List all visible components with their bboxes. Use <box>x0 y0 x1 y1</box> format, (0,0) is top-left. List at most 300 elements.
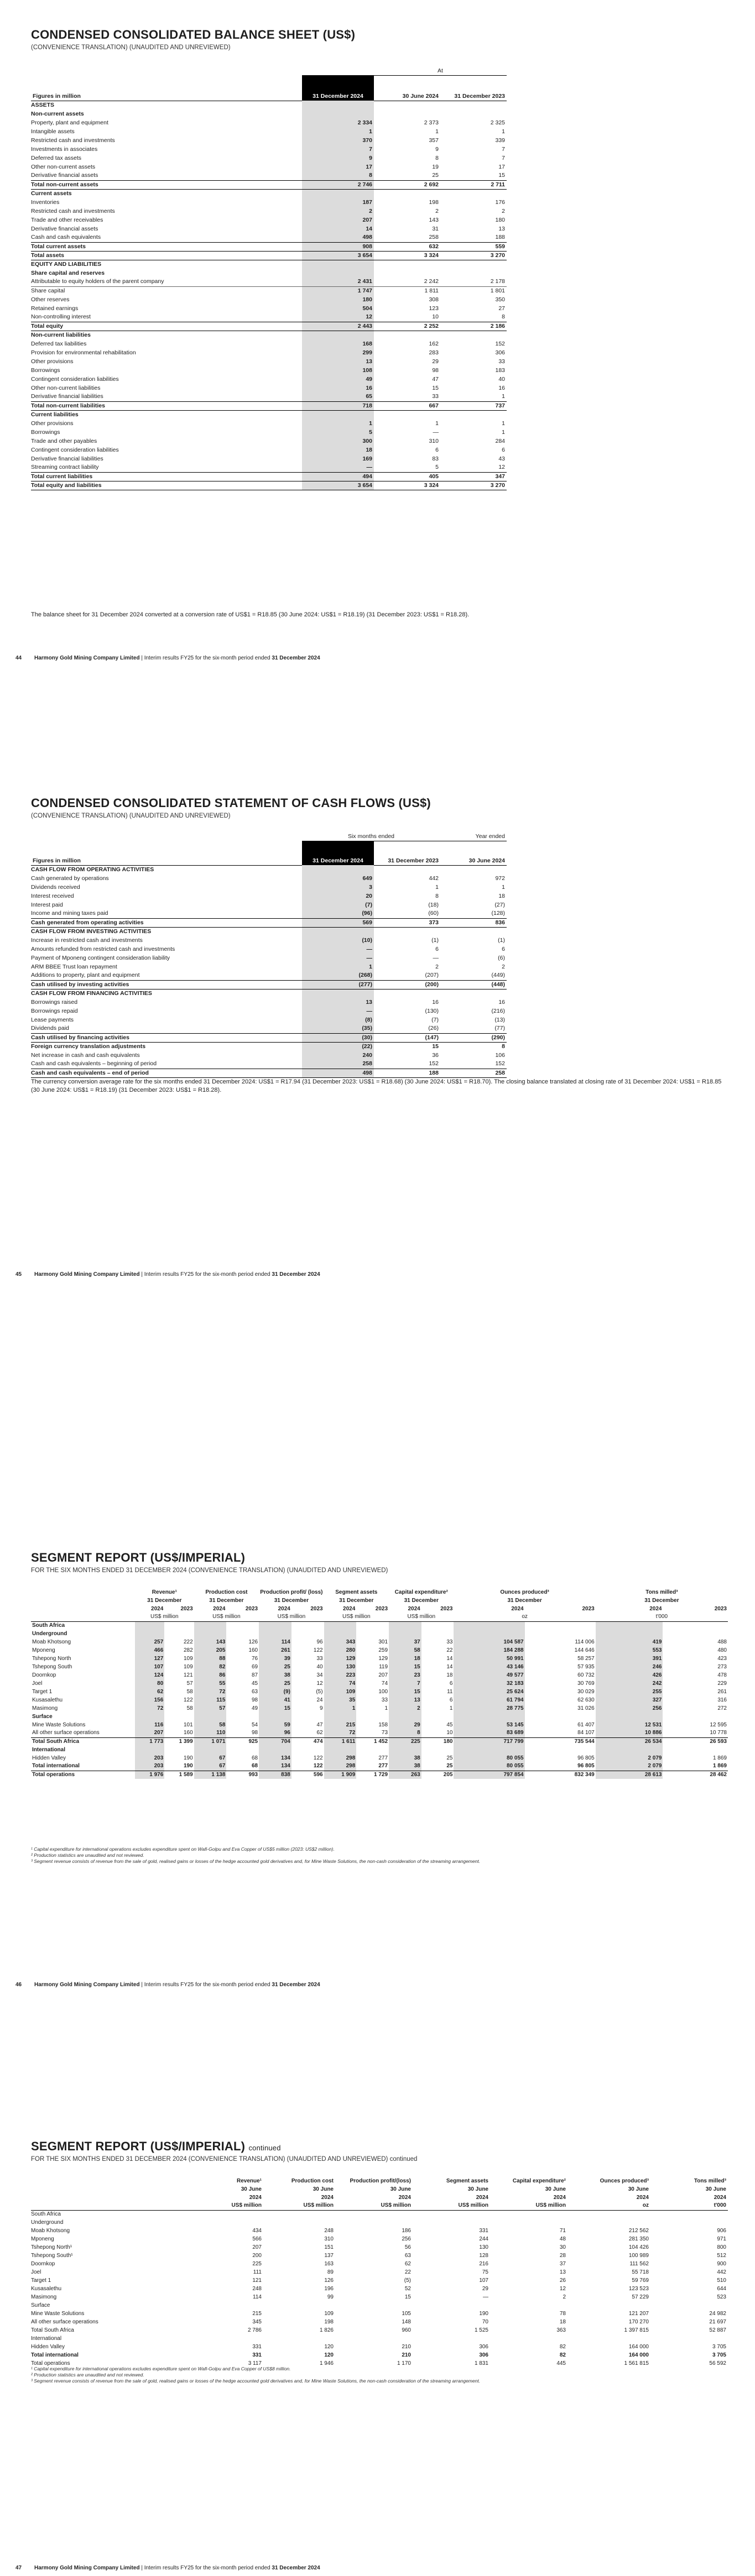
cell-value: 58 <box>186 1705 193 1711</box>
column-header-s: 30 June <box>545 2186 566 2192</box>
cell-value: 29 <box>432 358 439 365</box>
row-label: Payment of Mponeng contingent consideration liability <box>31 954 170 961</box>
column-header-y: 2024 <box>398 2195 411 2201</box>
cell-value: 47 <box>432 375 439 383</box>
cell-value <box>263 2210 335 2218</box>
page-subtitle: (CONVENIENCE TRANSLATION) (UNAUDITED AND UNREVIEWED) <box>31 44 231 51</box>
cell-value <box>374 410 440 419</box>
cell-value: 114 006 <box>575 1638 595 1645</box>
cell-value: 248 <box>324 2227 334 2234</box>
column-header-s: 30 June <box>313 2186 334 2192</box>
cell-value: 55 718 <box>632 2269 649 2275</box>
cell-value: 971 <box>717 2235 726 2242</box>
cell-value: 261 <box>259 1646 291 1654</box>
cell-value: 25 624 <box>454 1688 524 1696</box>
table-row <box>31 1024 507 1033</box>
page-footer <box>15 655 320 661</box>
cell-value: 12 595 <box>710 1721 727 1728</box>
cell-value: — <box>302 945 374 954</box>
cell-value: (7) <box>302 900 374 909</box>
cell-value: — <box>433 428 439 436</box>
cell-value: 832 349 <box>525 1771 596 1779</box>
cell-value <box>650 2210 728 2218</box>
cell-value: 43 146 <box>454 1663 524 1671</box>
cell-value: 19 <box>432 163 439 170</box>
table-row <box>31 339 507 348</box>
cell-value <box>413 2301 490 2310</box>
cell-value: 216 <box>479 2260 488 2267</box>
page-number: 47 <box>15 2565 22 2571</box>
cell-value: 2 325 <box>490 119 506 126</box>
column-header-y: 2024 <box>636 2195 649 2201</box>
cell-value <box>490 2334 567 2343</box>
cell-value: 198 <box>324 2318 334 2325</box>
cell-value: 25 <box>259 1663 291 1671</box>
row-label: Total international <box>32 1763 80 1769</box>
cell-value <box>302 927 374 936</box>
cell-value: 908 <box>302 242 374 251</box>
row-label: Provision for environmental rehabilitation <box>31 349 136 356</box>
cell-value: 151 <box>324 2244 334 2250</box>
unit-label: t'000 <box>596 1613 728 1621</box>
cell-value: 1 <box>502 428 506 436</box>
table-row <box>31 1696 728 1704</box>
page-number: 45 <box>15 1271 22 1277</box>
cell-value <box>440 865 507 874</box>
table-row <box>31 2243 728 2252</box>
cell-value: 96 <box>259 1729 291 1737</box>
total-row <box>31 1737 728 1746</box>
cell-value: 1 561 815 <box>624 2360 649 2366</box>
cell-value: 442 <box>717 2269 726 2275</box>
cell-value: 498 <box>302 233 374 242</box>
cell-value: 2 443 <box>302 322 374 331</box>
cell-value: 68 <box>252 1755 258 1761</box>
column-header-y: 2024 <box>321 2195 334 2201</box>
cell-value: 122 <box>313 1763 323 1769</box>
table-row <box>31 233 507 242</box>
row-label: Intangible assets <box>31 128 75 135</box>
cell-value: 116 <box>135 1721 164 1729</box>
cell-value: 62 630 <box>577 1697 595 1703</box>
cell-value: 187 <box>302 198 374 207</box>
cell-value <box>291 1630 324 1638</box>
unit-label: oz <box>454 1613 595 1621</box>
cell-value: 3 705 <box>712 2352 726 2358</box>
row-label: All other surface operations <box>32 1730 100 1736</box>
cell-value: 838 <box>259 1771 291 1779</box>
cell-value: 466 <box>135 1646 164 1654</box>
cell-value: 1 170 <box>397 2360 411 2366</box>
cell-value: 180 <box>302 295 374 304</box>
cell-value <box>596 1746 663 1754</box>
cell-value: 62 <box>135 1688 164 1696</box>
group-header-row <box>31 1581 728 1596</box>
table-row <box>31 1646 728 1654</box>
cell-value: 434 <box>252 2227 262 2234</box>
cell-value: 3 <box>302 883 374 892</box>
cash-flow-table <box>31 832 507 1078</box>
row-label: Surface <box>31 2302 50 2308</box>
cell-value: 1 869 <box>712 1755 727 1761</box>
cell-value: 124 <box>135 1671 164 1679</box>
cell-value <box>302 109 374 118</box>
cell-value: 134 <box>259 1762 291 1771</box>
cell-value: 104 426 <box>628 2244 649 2250</box>
cell-value <box>335 2218 413 2227</box>
cell-value <box>650 2334 728 2343</box>
cell-value <box>413 2334 490 2343</box>
cell-value: 119 <box>379 1663 388 1670</box>
cell-value: 3 654 <box>302 481 374 490</box>
table-row <box>31 2260 728 2268</box>
cell-value: 96 805 <box>577 1755 595 1761</box>
cell-value: 196 <box>324 2285 334 2292</box>
cell-value: 512 <box>717 2252 726 2259</box>
cell-value <box>650 2301 728 2310</box>
cell-value: 107 <box>135 1663 164 1671</box>
cell-value: 160 <box>248 1647 258 1653</box>
row-label: Interest received <box>31 892 74 899</box>
row-label: Kusasalethu <box>32 1697 63 1703</box>
row-label: Masimong <box>31 2294 57 2300</box>
cell-value: 299 <box>302 348 374 357</box>
cell-value: 58 <box>194 1721 227 1729</box>
cell-value: 180 <box>495 216 506 223</box>
row-label: Share capital <box>31 286 302 295</box>
cell-value: 164 000 <box>628 2352 649 2358</box>
row-label: Mponeng <box>32 1647 55 1653</box>
cell-value: (128) <box>491 910 505 917</box>
cell-value: 61 794 <box>454 1696 524 1704</box>
cell-value: 24 <box>316 1697 323 1703</box>
row-label: Trade and other receivables <box>31 216 103 223</box>
cell-value: 212 562 <box>628 2227 649 2234</box>
cell-value <box>421 1630 454 1638</box>
table-row <box>31 384 507 392</box>
header-spacer <box>31 2185 197 2193</box>
row-label: Other provisions <box>31 358 74 365</box>
cell-value: (1) <box>498 936 505 944</box>
row-label: All other surface operations <box>31 2318 98 2325</box>
cell-value <box>164 1713 194 1721</box>
cell-value: 88 <box>194 1654 227 1663</box>
cell-value <box>374 989 440 998</box>
cell-value: 300 <box>302 437 374 446</box>
table-row <box>31 2351 728 2359</box>
footer-company: Harmony Gold Mining Company Limited <box>34 1271 140 1277</box>
cell-value: (216) <box>491 1007 505 1014</box>
cell-value: 180 <box>421 1737 454 1746</box>
cell-value: 6 <box>502 945 505 952</box>
cell-value: 205 <box>194 1646 227 1654</box>
section-header-row <box>31 1621 728 1630</box>
table-row <box>31 1754 728 1762</box>
cell-value: (207) <box>425 972 439 979</box>
table-row <box>31 428 507 437</box>
col-header-jun-2024: 30 June 2024 <box>374 75 440 101</box>
cell-value <box>374 331 440 339</box>
group-header: Capital expenditure² <box>394 1589 448 1595</box>
cell-value: 306 <box>479 2352 488 2358</box>
table-row <box>31 2252 728 2260</box>
cell-value: 3 654 <box>302 251 374 260</box>
year-current: 2024 <box>213 1605 226 1612</box>
cell-value <box>454 1713 524 1721</box>
footer-date: 31 December 2024 <box>272 655 320 661</box>
cell-value: 7 <box>502 145 506 153</box>
row-label: Derivative financial assets <box>31 225 98 232</box>
cell-value: 58 <box>389 1646 421 1654</box>
cell-value: 23 <box>389 1671 421 1679</box>
cell-value: 143 <box>429 216 439 223</box>
cell-value: 53 145 <box>454 1721 524 1729</box>
cell-value: 1 <box>302 127 374 136</box>
cell-value: 63 <box>404 2252 411 2259</box>
cell-value: 164 000 <box>628 2343 649 2350</box>
total-row <box>31 1069 507 1077</box>
cell-value: 225 <box>389 1737 421 1746</box>
table-row <box>31 2293 728 2301</box>
cell-value: (10) <box>302 936 374 945</box>
cell-value <box>291 1713 324 1721</box>
row-label: Moab Khotsong <box>31 2227 70 2234</box>
year-current: 2024 <box>408 1605 420 1612</box>
cell-value: 281 350 <box>628 2235 649 2242</box>
cell-value: 2 746 <box>302 180 374 189</box>
row-label: Deferred tax liabilities <box>31 340 87 347</box>
cell-value: 122 <box>184 1697 193 1703</box>
footer-date: 31 December 2024 <box>272 1271 320 1277</box>
cell-value: 797 854 <box>454 1771 524 1779</box>
cell-value <box>263 2334 335 2343</box>
cell-value: 27 <box>498 305 506 312</box>
cell-value: 17 <box>498 163 506 170</box>
section-header-row <box>31 2301 728 2310</box>
table-row <box>31 198 507 207</box>
cell-value: 57 935 <box>577 1663 595 1670</box>
table-row <box>31 1671 728 1679</box>
cell-value: 143 <box>194 1638 227 1646</box>
cell-value: 343 <box>324 1638 357 1646</box>
cell-value: 188 <box>374 1069 440 1077</box>
cell-value: 55 <box>194 1679 227 1688</box>
cell-value: 327 <box>596 1696 663 1704</box>
segment-table-continued-header <box>31 2170 728 2210</box>
cell-value: 1 869 <box>712 1763 727 1769</box>
table-row <box>31 313 507 322</box>
cell-value <box>263 2218 335 2227</box>
segment-table-continued <box>31 2170 728 2368</box>
at-header: At <box>374 66 507 75</box>
segment-table <box>31 1581 728 1779</box>
year-ended-header: Year ended <box>440 832 507 841</box>
cell-value <box>263 2301 335 2310</box>
row-label: Total South Africa <box>31 1737 135 1746</box>
header-spacer <box>31 1581 135 1596</box>
cell-value: 137 <box>324 2252 334 2259</box>
cell-value: — <box>302 463 374 472</box>
column-header-u: t'000 <box>650 2202 728 2210</box>
cell-value: 58 257 <box>577 1655 595 1662</box>
year-prior: 2023 <box>245 1605 258 1612</box>
cell-value: 186 <box>402 2227 411 2234</box>
footer-text: | Interim results FY25 for the six-month period ended <box>139 1982 272 1988</box>
section-header-row <box>31 269 507 278</box>
section-header-row <box>31 1630 728 1638</box>
row-label: Contingent consideration liabilities <box>31 446 119 453</box>
cell-value: 56 592 <box>709 2360 726 2366</box>
cell-value: 148 <box>402 2318 411 2325</box>
cell-value: (290) <box>440 1033 507 1042</box>
cell-value: 258 <box>429 234 439 241</box>
cell-value <box>324 1621 357 1630</box>
cell-value: 57 <box>186 1680 193 1687</box>
table-row <box>31 2235 728 2243</box>
cell-value: 26 534 <box>596 1737 663 1746</box>
cell-value: 229 <box>717 1680 727 1687</box>
footnotes <box>31 2366 728 2384</box>
table-row <box>31 136 507 145</box>
cell-value <box>197 2218 263 2227</box>
cell-value: 109 <box>184 1655 193 1662</box>
table-row <box>31 1679 728 1688</box>
row-label: Restricted cash and investments <box>31 207 115 214</box>
cell-value <box>226 1713 259 1721</box>
cell-value: 87 <box>252 1672 258 1678</box>
cell-value: 62 <box>316 1730 323 1736</box>
cell-value: 960 <box>402 2327 411 2333</box>
section-header-row <box>31 109 507 118</box>
cell-value: 63 <box>252 1688 258 1695</box>
cell-value: 47 <box>316 1721 323 1728</box>
cell-value <box>663 1713 728 1721</box>
row-label: Dividends paid <box>31 1025 69 1032</box>
cell-value: 242 <box>596 1679 663 1688</box>
table-row <box>31 1060 507 1069</box>
period-header: 31 December <box>209 1598 244 1604</box>
row-label: Masimong <box>32 1705 58 1711</box>
year-prior: 2023 <box>180 1605 193 1612</box>
cell-value: 14 <box>302 224 374 233</box>
cell-value: 632 <box>374 242 440 251</box>
cell-value: 6 <box>502 446 506 453</box>
table-row <box>31 2268 728 2276</box>
row-label: Inventories <box>31 198 60 206</box>
col-header-dec-2023: 31 December 2023 <box>440 75 507 101</box>
cell-value: 1 071 <box>194 1737 227 1746</box>
cell-value: 210 <box>402 2343 411 2350</box>
cell-value: 144 646 <box>574 1647 595 1653</box>
col-header-dec-2024: 31 December 2024 <box>302 75 374 101</box>
row-label: Total operations <box>31 1771 135 1779</box>
cell-value <box>440 109 507 118</box>
cell-value: 3 117 <box>248 2360 262 2366</box>
page-footer <box>15 1982 320 1988</box>
cell-value <box>302 865 374 874</box>
conversion-note: The balance sheet for 31 December 2024 converted at a conversion rate of US$1 = R18.85 (30 June 2024: US$1 = R18.19) (31 December 2023: US$1 = R18.28). <box>31 611 470 618</box>
page-subtitle: FOR THE SIX MONTHS ENDED 31 DECEMBER 2024 (CONVENIENCE TRANSLATION) (UNAUDITED AND UNREVIEWED) <box>31 1567 388 1574</box>
cell-value: 1 976 <box>135 1771 164 1779</box>
cell-value: 26 <box>559 2277 566 2284</box>
cell-value <box>164 1746 194 1754</box>
cell-value: 74 <box>324 1679 357 1688</box>
cell-value: 152 <box>495 340 506 347</box>
cell-value: 2 186 <box>440 322 507 331</box>
table-row <box>31 2310 728 2318</box>
cell-value: 21 697 <box>709 2318 726 2325</box>
cell-value: 2 <box>302 207 374 216</box>
section-header-row <box>31 1746 728 1754</box>
page-title-text: SEGMENT REPORT (US$/IMPERIAL) <box>31 2139 246 2153</box>
table-row <box>31 1007 507 1015</box>
table-row <box>31 454 507 463</box>
cell-value: 423 <box>717 1655 727 1662</box>
cell-value: 158 <box>378 1721 388 1728</box>
cell-value: 15 <box>498 172 506 179</box>
cell-value: 40 <box>498 375 506 383</box>
cell-value: 68 <box>252 1763 258 1769</box>
cell-value: 20 <box>302 892 374 900</box>
column-header-y: 2024 <box>553 2195 566 2201</box>
total-row <box>31 1771 728 1779</box>
cell-value: 96 805 <box>577 1763 595 1769</box>
row-label: Underground <box>32 1630 67 1637</box>
cell-value: 523 <box>717 2294 726 2300</box>
row-label: Hidden Valley <box>32 1755 66 1761</box>
row-label: Total South Africa <box>31 2327 74 2333</box>
table-row <box>31 1688 728 1696</box>
cell-value: 569 <box>302 918 374 927</box>
cell-value <box>440 331 507 339</box>
cell-value <box>226 1746 259 1754</box>
cell-value <box>302 989 374 998</box>
cell-value: 478 <box>717 1672 727 1678</box>
cell-value: 33 <box>498 358 506 365</box>
column-header-h: Production profit/(loss) <box>350 2178 411 2184</box>
cell-value: 900 <box>717 2260 726 2267</box>
row-label: CASH FLOW FROM INVESTING ACTIVITIES <box>31 928 152 935</box>
row-label: ASSETS <box>31 101 55 108</box>
row-label: Dividends received <box>31 883 80 891</box>
cell-value: — <box>302 954 374 962</box>
cell-value: 257 <box>135 1638 164 1646</box>
period-header-row <box>31 1596 728 1605</box>
cell-value <box>596 1621 663 1630</box>
footnotes <box>31 1846 728 1865</box>
column-header-u: US$ million <box>263 2202 335 2210</box>
cell-value: 445 <box>556 2360 566 2366</box>
table-row <box>31 446 507 454</box>
cell-value: 2 178 <box>490 278 506 285</box>
cell-value: 80 055 <box>454 1762 524 1771</box>
section-header-row <box>31 331 507 339</box>
cell-value: 57 <box>194 1704 227 1713</box>
cell-value: 37 <box>559 2260 566 2267</box>
cell-value: 7 <box>389 1679 421 1688</box>
table-row <box>31 357 507 366</box>
cell-value: 31 <box>432 225 439 232</box>
cell-value: 207 <box>135 1729 164 1737</box>
column-header-s: 30 June <box>241 2186 262 2192</box>
cell-value <box>567 2210 650 2218</box>
cell-value: 32 183 <box>454 1679 524 1688</box>
cell-value <box>389 1713 421 1721</box>
row-label: Total current assets <box>31 242 302 251</box>
footer-company: Harmony Gold Mining Company Limited <box>34 1982 140 1988</box>
cell-value: 12 <box>498 464 506 471</box>
cell-value: 215 <box>324 1721 357 1729</box>
